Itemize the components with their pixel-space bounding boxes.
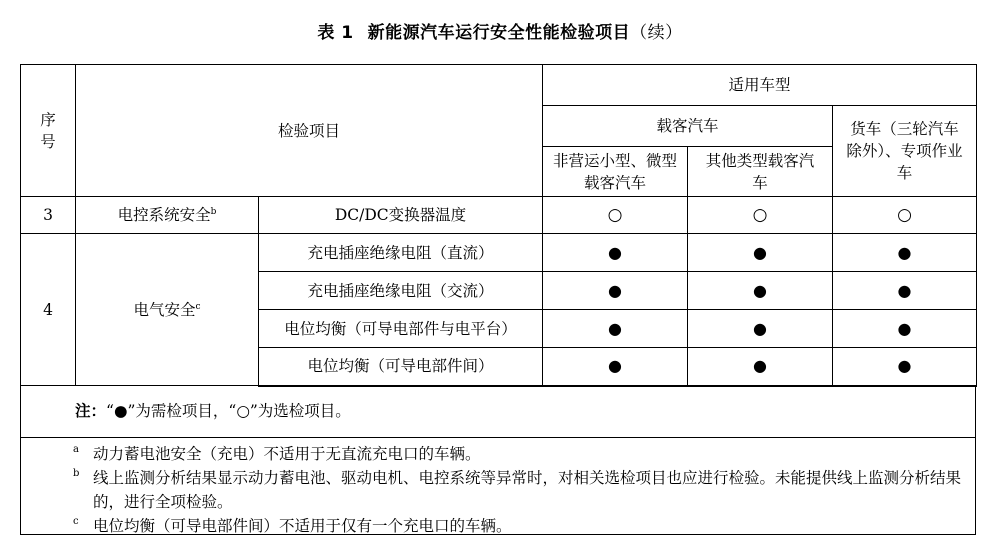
row-category: 电气安全$^c$ (76, 234, 259, 386)
footnote-mark: a (73, 444, 79, 455)
mark-small: ○ (543, 197, 688, 234)
notes-box (20, 385, 976, 535)
table-number: 表 1 (317, 23, 354, 43)
footnote-c (21, 514, 975, 538)
header-seq: 序号 (21, 65, 76, 197)
table-title-text: 新能源汽车运行安全性能检验项目 (367, 23, 631, 43)
note-text: “●”为需检项目，“○”为选检项目。 (106, 402, 351, 420)
row-seq: 3 (21, 197, 76, 234)
mark-truck: ● (833, 272, 977, 310)
mark-small: ● (543, 272, 688, 310)
row-category: 电控系统安全$^b$ (76, 197, 259, 234)
mark-other: ● (688, 348, 833, 386)
row-item: 电位均衡（可导电部件与电平台） (259, 310, 543, 348)
note-label: 注： (75, 402, 107, 420)
mark-small: ● (543, 234, 688, 272)
row-seq: 4 (21, 234, 76, 386)
row-item: DC/DC变换器温度 (259, 197, 543, 234)
footnote-text: 动力蓄电池安全（充电）不适用于无直流充电口的车辆。 (93, 445, 481, 463)
table-row (21, 197, 977, 234)
mark-other: ● (688, 272, 833, 310)
row-item: 电位均衡（可导电部件间） (259, 348, 543, 386)
mark-small: ● (543, 348, 688, 386)
header-truck: 货车（三轮汽车除外）、专项作业车 (833, 106, 977, 197)
mark-truck: ● (833, 348, 977, 386)
row-item: 充电插座绝缘电阻（直流） (259, 234, 543, 272)
table-title (0, 18, 1000, 43)
legend-note (21, 385, 975, 438)
mark-truck: ● (833, 234, 977, 272)
mark-other: ○ (688, 197, 833, 234)
inspection-table (20, 64, 977, 387)
footnote-text: 线上监测分析结果显示动力蓄电池、驱动电机、电控系统等异常时，对相关选检项目也应进行检验。未能提供线上监测分析结果的，进行全项检验。 (93, 469, 962, 511)
footnote-mark: c (73, 516, 79, 527)
footnote-ref: b (210, 206, 217, 217)
header-inspection-item: 检验项目 (76, 65, 543, 197)
table-row (21, 234, 977, 272)
footnote-text: 电位均衡（可导电部件间）不适用于仅有一个充电口的车辆。 (93, 517, 512, 535)
mark-other: ● (688, 310, 833, 348)
mark-small: ● (543, 310, 688, 348)
header-small-passenger: 非营运小型、微型载客汽车 (543, 147, 688, 197)
mark-other: ● (688, 234, 833, 272)
row-item: 充电插座绝缘电阻（交流） (259, 272, 543, 310)
footnote-a (21, 442, 975, 466)
footnote-ref: c (195, 301, 201, 312)
mark-truck: ○ (833, 197, 977, 234)
header-applicable-vehicle: 适用车型 (543, 65, 977, 106)
footnote-mark: b (73, 468, 80, 479)
footnote-b (21, 466, 975, 514)
header-passenger-vehicle: 载客汽车 (543, 106, 833, 147)
header-other-passenger: 其他类型载客汽车 (688, 147, 833, 197)
mark-truck: ● (833, 310, 977, 348)
table-title-suffix: （续） (630, 23, 683, 43)
